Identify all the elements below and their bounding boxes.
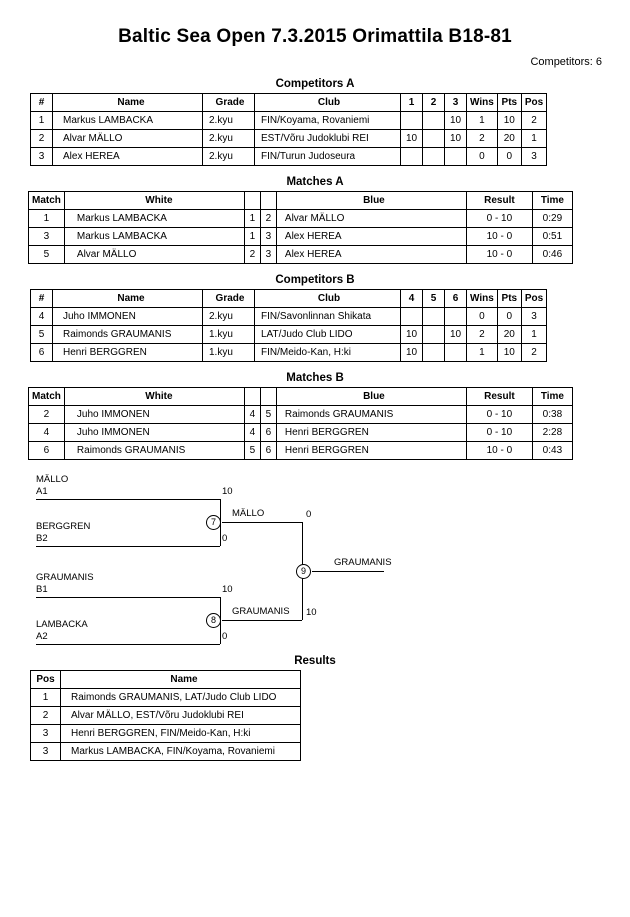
cell-time: 0:38 — [532, 406, 572, 424]
cell-s3: 10 — [445, 112, 467, 130]
col-s1: 4 — [401, 290, 423, 308]
cell-grade: 2.kyu — [203, 308, 255, 326]
table-row — [31, 743, 301, 761]
table-header-row — [31, 290, 547, 308]
col-blue: Blue — [276, 388, 466, 406]
cell-s1: 10 — [401, 344, 423, 362]
col-pos: Pos — [521, 94, 546, 112]
table-row — [29, 406, 573, 424]
cell-white-num: 1 — [244, 210, 260, 228]
cell-grade: 2.kyu — [203, 112, 255, 130]
cell-num: 1 — [31, 112, 53, 130]
bracket-entry-name: BERGGREN — [36, 521, 91, 532]
col-white: White — [64, 192, 244, 210]
cell-white: Alvar MÄLLO — [64, 246, 244, 264]
col-num: # — [31, 290, 53, 308]
cell-pos: 3 — [521, 148, 546, 166]
col-name: Name — [53, 290, 203, 308]
col-name: Name — [61, 671, 301, 689]
cell-result: 10 - 0 — [466, 442, 532, 460]
cell-name: Juho IMMONEN — [53, 308, 203, 326]
cell-blue: Alex HEREA — [276, 246, 466, 264]
bracket-entry-name: LAMBACKA — [36, 619, 88, 630]
cell-white-num: 4 — [244, 406, 260, 424]
cell-blue-num: 3 — [260, 246, 276, 264]
cell-num: 5 — [31, 326, 53, 344]
table-row — [29, 246, 573, 264]
cell-pts: 10 — [497, 344, 521, 362]
results-table — [30, 670, 301, 761]
table-row — [29, 424, 573, 442]
bracket-match-number: 8 — [206, 613, 221, 628]
table-row — [31, 725, 301, 743]
cell-name: Raimonds GRAUMANIS, LAT/Judo Club LIDO — [61, 689, 301, 707]
cell-blue-num: 6 — [260, 442, 276, 460]
cell-time: 0:46 — [532, 246, 572, 264]
col-result: Result — [466, 192, 532, 210]
col-s2: 5 — [423, 290, 445, 308]
col-blue: Blue — [276, 192, 466, 210]
cell-s2 — [423, 308, 445, 326]
cell-num: 6 — [31, 344, 53, 362]
cell-result: 0 - 10 — [466, 424, 532, 442]
col-grade: Grade — [203, 94, 255, 112]
cell-pts: 0 — [497, 148, 521, 166]
cell-s3 — [445, 148, 467, 166]
cell-name: Markus LAMBACKA, FIN/Koyama, Rovaniemi — [61, 743, 301, 761]
col-s3: 3 — [445, 94, 467, 112]
cell-match: 4 — [29, 424, 65, 442]
matches-a-heading: Matches A — [286, 176, 344, 188]
table-row — [29, 442, 573, 460]
bracket-entry-seed: A2 — [36, 631, 48, 642]
cell-name: Alvar MÄLLO, EST/Võru Judoklubi REI — [61, 707, 301, 725]
cell-result: 0 - 10 — [466, 210, 532, 228]
cell-pos: 1 — [31, 689, 61, 707]
bracket-entry-score: 10 — [222, 584, 233, 595]
table-row — [31, 130, 547, 148]
cell-wins: 0 — [467, 308, 498, 326]
bracket-semi-winner: MÄLLO — [232, 508, 265, 519]
cell-s2 — [423, 112, 445, 130]
cell-club: FIN/Savonlinnan Shikata — [255, 308, 401, 326]
col-name: Name — [53, 94, 203, 112]
cell-pts: 0 — [497, 308, 521, 326]
cell-blue: Raimonds GRAUMANIS — [276, 406, 466, 424]
cell-match: 3 — [29, 228, 65, 246]
cell-name: Henri BERGGREN — [53, 344, 203, 362]
table-row — [31, 308, 547, 326]
table-row — [31, 148, 547, 166]
table-row — [31, 689, 301, 707]
bracket-line — [36, 499, 220, 500]
bracket-line — [222, 620, 302, 621]
page-title: Baltic Sea Open 7.3.2015 Orimattila B18-81 — [118, 26, 512, 47]
cell-pos: 3 — [521, 308, 546, 326]
col-s2: 2 — [423, 94, 445, 112]
col-club: Club — [255, 290, 401, 308]
cell-pos: 3 — [31, 725, 61, 743]
competitors-b-table — [30, 289, 547, 362]
matches-a-wrap — [0, 191, 630, 264]
competitors-b-heading: Competitors B — [275, 274, 355, 286]
cell-s3 — [445, 308, 467, 326]
matches-b-table — [28, 387, 573, 460]
matches-b-wrap — [0, 387, 630, 460]
competitors-a-wrap — [0, 93, 630, 166]
competitors-b-wrap — [0, 289, 630, 362]
results-heading: Results — [294, 655, 336, 667]
cell-blue: Alex HEREA — [276, 228, 466, 246]
cell-match: 1 — [29, 210, 65, 228]
cell-s3 — [445, 344, 467, 362]
cell-grade: 1.kyu — [203, 326, 255, 344]
cell-match: 6 — [29, 442, 65, 460]
knockout-bracket — [0, 474, 630, 649]
cell-wins: 0 — [467, 148, 498, 166]
bracket-line — [222, 522, 302, 523]
cell-grade: 2.kyu — [203, 130, 255, 148]
cell-pos: 2 — [521, 344, 546, 362]
table-row — [31, 326, 547, 344]
cell-white-num: 5 — [244, 442, 260, 460]
cell-white: Juho IMMONEN — [64, 406, 244, 424]
matches-a-table — [28, 191, 573, 264]
cell-time: 0:51 — [532, 228, 572, 246]
cell-white: Markus LAMBACKA — [64, 210, 244, 228]
bracket-entry-seed: B1 — [36, 584, 48, 595]
cell-s1: 10 — [401, 130, 423, 148]
cell-match: 2 — [29, 406, 65, 424]
cell-num: 3 — [31, 148, 53, 166]
bracket-match-number: 7 — [206, 515, 221, 530]
cell-s1: 10 — [401, 326, 423, 344]
matches-b-heading: Matches B — [286, 372, 344, 384]
cell-club: FIN/Koyama, Rovaniemi — [255, 112, 401, 130]
col-grade: Grade — [203, 290, 255, 308]
cell-wins: 2 — [467, 326, 498, 344]
cell-club: LAT/Judo Club LIDO — [255, 326, 401, 344]
cell-num: 2 — [31, 130, 53, 148]
cell-time: 0:43 — [532, 442, 572, 460]
cell-blue-num: 5 — [260, 406, 276, 424]
cell-wins: 1 — [467, 344, 498, 362]
cell-match: 5 — [29, 246, 65, 264]
cell-white: Juho IMMONEN — [64, 424, 244, 442]
cell-blue-num: 2 — [260, 210, 276, 228]
table-row — [31, 707, 301, 725]
bracket-line — [36, 644, 220, 645]
col-match: Match — [29, 388, 65, 406]
cell-white: Markus LAMBACKA — [64, 228, 244, 246]
bracket-entry-name: GRAUMANIS — [36, 572, 94, 583]
bracket-semi-score: 10 — [306, 607, 317, 618]
table-row — [31, 112, 547, 130]
cell-pos: 1 — [521, 130, 546, 148]
col-white-num — [244, 388, 260, 406]
cell-blue-num: 6 — [260, 424, 276, 442]
cell-pos: 1 — [521, 326, 546, 344]
cell-wins: 1 — [467, 112, 498, 130]
cell-club: FIN/Turun Judoseura — [255, 148, 401, 166]
cell-white-num: 1 — [244, 228, 260, 246]
bracket-line — [36, 597, 220, 598]
cell-s2 — [423, 326, 445, 344]
col-s3: 6 — [445, 290, 467, 308]
cell-pts: 20 — [497, 130, 521, 148]
cell-pos: 2 — [31, 707, 61, 725]
cell-white-num: 2 — [244, 246, 260, 264]
cell-result: 10 - 0 — [466, 228, 532, 246]
cell-pts: 10 — [497, 112, 521, 130]
bracket-entry-name: MÄLLO — [36, 474, 69, 485]
col-pos: Pos — [521, 290, 546, 308]
col-s1: 1 — [401, 94, 423, 112]
competitors-count: Competitors: 6 — [530, 56, 602, 68]
cell-name: Henri BERGGREN, FIN/Meido-Kan, H:ki — [61, 725, 301, 743]
col-match: Match — [29, 192, 65, 210]
bracket-entry-score: 10 — [222, 486, 233, 497]
col-wins: Wins — [467, 290, 498, 308]
table-header-row — [29, 192, 573, 210]
bracket-entry-score: 0 — [222, 631, 228, 642]
cell-time: 2:28 — [532, 424, 572, 442]
col-club: Club — [255, 94, 401, 112]
bracket-entry-score: 0 — [222, 533, 228, 544]
bracket-line — [36, 546, 220, 547]
cell-wins: 2 — [467, 130, 498, 148]
competitors-a-heading: Competitors A — [275, 78, 355, 90]
bracket-line — [312, 571, 384, 572]
cell-club: EST/Võru Judoklubi REI — [255, 130, 401, 148]
col-num: # — [31, 94, 53, 112]
col-pts: Pts — [497, 290, 521, 308]
cell-name: Raimonds GRAUMANIS — [53, 326, 203, 344]
cell-name: Markus LAMBACKA — [53, 112, 203, 130]
cell-s2 — [423, 344, 445, 362]
cell-s1 — [401, 112, 423, 130]
bracket-entry-seed: A1 — [36, 486, 48, 497]
cell-s1 — [401, 148, 423, 166]
results-wrap — [0, 670, 630, 761]
col-result: Result — [466, 388, 532, 406]
tournament-sheet — [0, 26, 630, 917]
cell-s2 — [423, 130, 445, 148]
cell-s1 — [401, 308, 423, 326]
cell-blue: Henri BERGGREN — [276, 424, 466, 442]
col-blue-num — [260, 388, 276, 406]
bracket-semi-score: 0 — [306, 509, 312, 520]
cell-blue-num: 3 — [260, 228, 276, 246]
competitors-a-table — [30, 93, 547, 166]
cell-result: 0 - 10 — [466, 406, 532, 424]
cell-pos: 3 — [31, 743, 61, 761]
cell-pts: 20 — [497, 326, 521, 344]
col-white: White — [64, 388, 244, 406]
cell-s2 — [423, 148, 445, 166]
col-time: Time — [532, 388, 572, 406]
cell-s3: 10 — [445, 326, 467, 344]
cell-grade: 1.kyu — [203, 344, 255, 362]
bracket-final-winner: GRAUMANIS — [334, 557, 392, 568]
col-wins: Wins — [467, 94, 498, 112]
cell-num: 4 — [31, 308, 53, 326]
bracket-final-match-number: 9 — [296, 564, 311, 579]
col-pts: Pts — [497, 94, 521, 112]
cell-name: Alvar MÄLLO — [53, 130, 203, 148]
table-header-row — [29, 388, 573, 406]
cell-name: Alex HEREA — [53, 148, 203, 166]
cell-grade: 2.kyu — [203, 148, 255, 166]
cell-s3: 10 — [445, 130, 467, 148]
table-row — [29, 228, 573, 246]
bracket-semi-winner: GRAUMANIS — [232, 606, 290, 617]
cell-white: Raimonds GRAUMANIS — [64, 442, 244, 460]
table-header-row — [31, 94, 547, 112]
cell-pos: 2 — [521, 112, 546, 130]
bracket-entry-seed: B2 — [36, 533, 48, 544]
col-blue-num — [260, 192, 276, 210]
cell-blue: Alvar MÄLLO — [276, 210, 466, 228]
cell-blue: Henri BERGGREN — [276, 442, 466, 460]
cell-club: FIN/Meido-Kan, H:ki — [255, 344, 401, 362]
table-header-row — [31, 671, 301, 689]
table-row — [31, 344, 547, 362]
cell-time: 0:29 — [532, 210, 572, 228]
col-white-num — [244, 192, 260, 210]
col-time: Time — [532, 192, 572, 210]
cell-white-num: 4 — [244, 424, 260, 442]
cell-result: 10 - 0 — [466, 246, 532, 264]
table-row — [29, 210, 573, 228]
col-pos: Pos — [31, 671, 61, 689]
